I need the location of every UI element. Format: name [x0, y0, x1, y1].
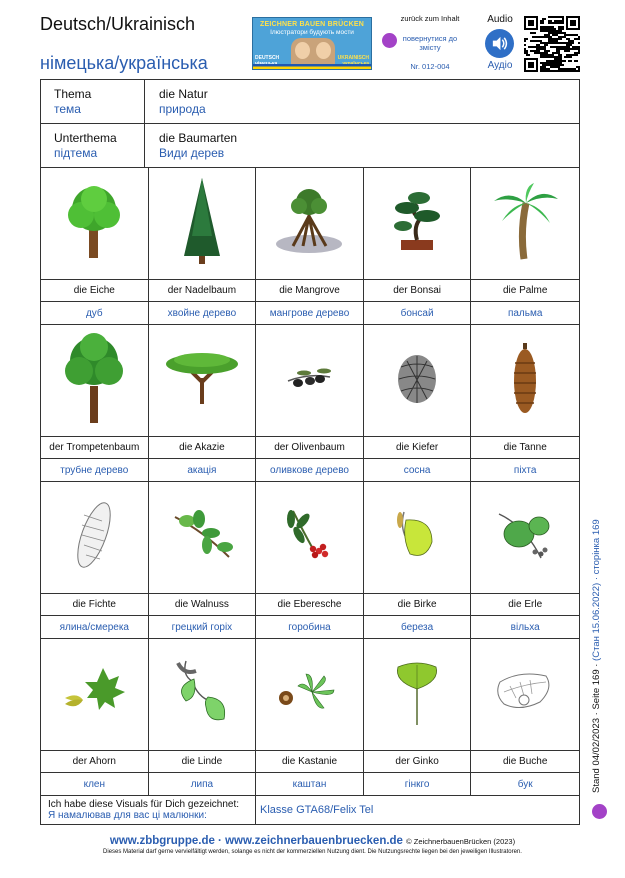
- tree-name-uk: вільха: [471, 616, 579, 639]
- rowan-branch-icon: [279, 505, 339, 570]
- credit-text-uk: Я намалював для вас ці малюнки:: [48, 810, 207, 821]
- subtheme-label-uk: підтема: [54, 146, 98, 160]
- tree-image-cell: [256, 482, 364, 594]
- usage-rights-note: Dieses Material darf gerne vervielfältigt werden, solange es nicht der kommerziellen Nutzung dient. Die Nutzungsrechte liegen bei den jeweiligen Illustratoren.: [103, 849, 522, 855]
- fir-cone-icon: [510, 341, 540, 421]
- theme-value-uk: природа: [159, 102, 206, 116]
- subtheme-label-de: Unterthema: [54, 131, 117, 145]
- ginkgo-leaf-icon: [392, 657, 442, 732]
- maple-leaf-icon: [59, 662, 129, 727]
- audio-label: Audio: [487, 14, 513, 25]
- chestnut-leaf-icon: [274, 662, 344, 727]
- back-to-contents-link-uk[interactable]: повернутися до змісту: [402, 34, 458, 52]
- birch-leaf-icon: [392, 508, 442, 568]
- theme-value-de: die Natur: [159, 87, 208, 101]
- tree-name-de: der Bonsai: [364, 280, 472, 302]
- tree-name-de: die Birke: [364, 594, 472, 616]
- tree-name-de: die Kastanie: [256, 751, 364, 773]
- tree-image-cell: [364, 639, 472, 751]
- tree-image-cell: [471, 639, 579, 751]
- tree-name-de: die Palme: [471, 280, 579, 302]
- tree-grid: [41, 168, 579, 796]
- tree-image-cell: [471, 482, 579, 594]
- theme-label-uk: тема: [54, 102, 81, 116]
- tree-name-uk: ялина/смерека: [41, 616, 149, 639]
- tree-name-de: die Eberesche: [256, 594, 364, 616]
- copyright: © ZeichnerbauenBrücken (2023): [406, 837, 516, 846]
- olive-branch-icon: [284, 363, 334, 398]
- back-to-contents-link[interactable]: zurück zum Inhalt: [400, 14, 460, 23]
- tree-image-cell: [149, 482, 257, 594]
- alder-leaf-icon: [495, 508, 555, 568]
- tree-image-cell: [149, 639, 257, 751]
- tree-image-cell: [41, 168, 149, 280]
- banner-line2: Ілюстратори будують мости: [270, 29, 354, 36]
- title-ukrainian: німецька/українська: [40, 53, 208, 73]
- walnut-branch-icon: [167, 505, 237, 570]
- credit-text-de: Ich habe diese Visuals für Dich gezeichnet:: [48, 799, 240, 810]
- audio-label-uk: Аудіо: [487, 60, 513, 71]
- tree-name-de: die Linde: [149, 751, 257, 773]
- tree-name-uk: гінкго: [364, 773, 472, 796]
- palm-icon: [490, 181, 560, 266]
- spruce-cone-icon: [74, 495, 114, 580]
- mangrove-icon: [269, 186, 349, 261]
- zbb-banner-logo: [252, 17, 372, 70]
- tree-name-de: der Nadelbaum: [149, 280, 257, 302]
- acacia-icon: [162, 348, 242, 413]
- tree-image-cell: [149, 325, 257, 437]
- back-to-contents-dot-icon[interactable]: [382, 33, 397, 48]
- tree-name-de: der Ginko: [364, 751, 472, 773]
- vocabulary-table: [40, 79, 580, 825]
- conifer-icon: [177, 176, 227, 271]
- tree-name-de: die Fichte: [41, 594, 149, 616]
- tree-name-de: die Buche: [471, 751, 579, 773]
- theme-row: [41, 80, 579, 124]
- title-german: Deutsch/Ukrainisch: [40, 14, 196, 34]
- tree-image-cell: [364, 325, 472, 437]
- tree-image-cell: [149, 168, 257, 280]
- tree-name-uk: грецкий горіх: [149, 616, 257, 639]
- tree-name-de: die Erle: [471, 594, 579, 616]
- speaker-icon[interactable]: [485, 29, 514, 58]
- tree-image-cell: [41, 325, 149, 437]
- tree-image-cell: [471, 325, 579, 437]
- tree-name-de: die Kiefer: [364, 437, 472, 459]
- tree-name-uk: мангрове дерево: [256, 302, 364, 325]
- tree-name-de: die Tanne: [471, 437, 579, 459]
- qr-code-icon[interactable]: [524, 16, 580, 72]
- tree-name-uk: каштан: [256, 773, 364, 796]
- tree-name-uk: горобина: [256, 616, 364, 639]
- website-line: [0, 835, 625, 847]
- tree-name-uk: бонсай: [364, 302, 472, 325]
- linden-leaf-icon: [172, 657, 232, 732]
- side-nav-dot-icon[interactable]: [592, 804, 607, 819]
- tree-name-uk: бук: [471, 773, 579, 796]
- tree-name-de: die Mangrove: [256, 280, 364, 302]
- subtheme-value-de: die Baumarten: [159, 131, 238, 145]
- tree-name-uk: трубне дерево: [41, 459, 149, 482]
- tree-name-de: der Trompetenbaum: [41, 437, 149, 459]
- bonsai-icon: [387, 186, 447, 261]
- tree-image-cell: [471, 168, 579, 280]
- page-number-code: Nr. 012-004: [410, 62, 450, 71]
- beech-leaf-icon: [490, 662, 560, 727]
- tree-name-uk: піхта: [471, 459, 579, 482]
- tree-name-uk: клен: [41, 773, 149, 796]
- banner-line1: ZEICHNER BAUEN BRÜCKEN: [260, 21, 364, 28]
- theme-label-de: Thema: [54, 87, 92, 101]
- tree-name-uk: акація: [149, 459, 257, 482]
- subtheme-row: [41, 124, 579, 168]
- website-links[interactable]: www.zbbgruppe.de · www.zeichnerbauenbruecken.de: [109, 835, 403, 847]
- tree-image-cell: [364, 168, 472, 280]
- oak-icon: [59, 181, 129, 266]
- tree-name-de: die Eiche: [41, 280, 149, 302]
- subtheme-value-uk: Види дерев: [159, 146, 225, 160]
- tree-name-de: der Ahorn: [41, 751, 149, 773]
- tree-name-uk: сосна: [364, 459, 472, 482]
- artist-name: Klasse GTA68/Felix Tel: [260, 804, 374, 816]
- tree-name-uk: дуб: [41, 302, 149, 325]
- tree-name-uk: береза: [364, 616, 472, 639]
- pine-cone-icon: [395, 351, 440, 411]
- tree-image-cell: [256, 168, 364, 280]
- tree-name-de: die Walnuss: [149, 594, 257, 616]
- banner-right-label: UKRAINISCH: [337, 55, 369, 61]
- tree-name-de: der Olivenbaum: [256, 437, 364, 459]
- tree-image-cell: [41, 639, 149, 751]
- tree-name-uk: липа: [149, 773, 257, 796]
- tree-name-uk: хвойне дерево: [149, 302, 257, 325]
- credit-row: [41, 796, 579, 824]
- tree-name-uk: оливкове дерево: [256, 459, 364, 482]
- tree-image-cell: [256, 639, 364, 751]
- tree-image-cell: [41, 482, 149, 594]
- tree-image-cell: [256, 325, 364, 437]
- trumpet-tree-icon: [59, 331, 129, 431]
- tree-name-de: die Akazie: [149, 437, 257, 459]
- ukraine-flag-stripe: [253, 64, 371, 69]
- tree-image-cell: [364, 482, 472, 594]
- banner-left-label: DEUTSCH: [255, 55, 280, 61]
- side-stand-info: Stand 04/02/2023 · Seite 169 · (Стан 15.06.2022) · сторінка 169: [591, 519, 602, 793]
- tree-name-uk: пальма: [471, 302, 579, 325]
